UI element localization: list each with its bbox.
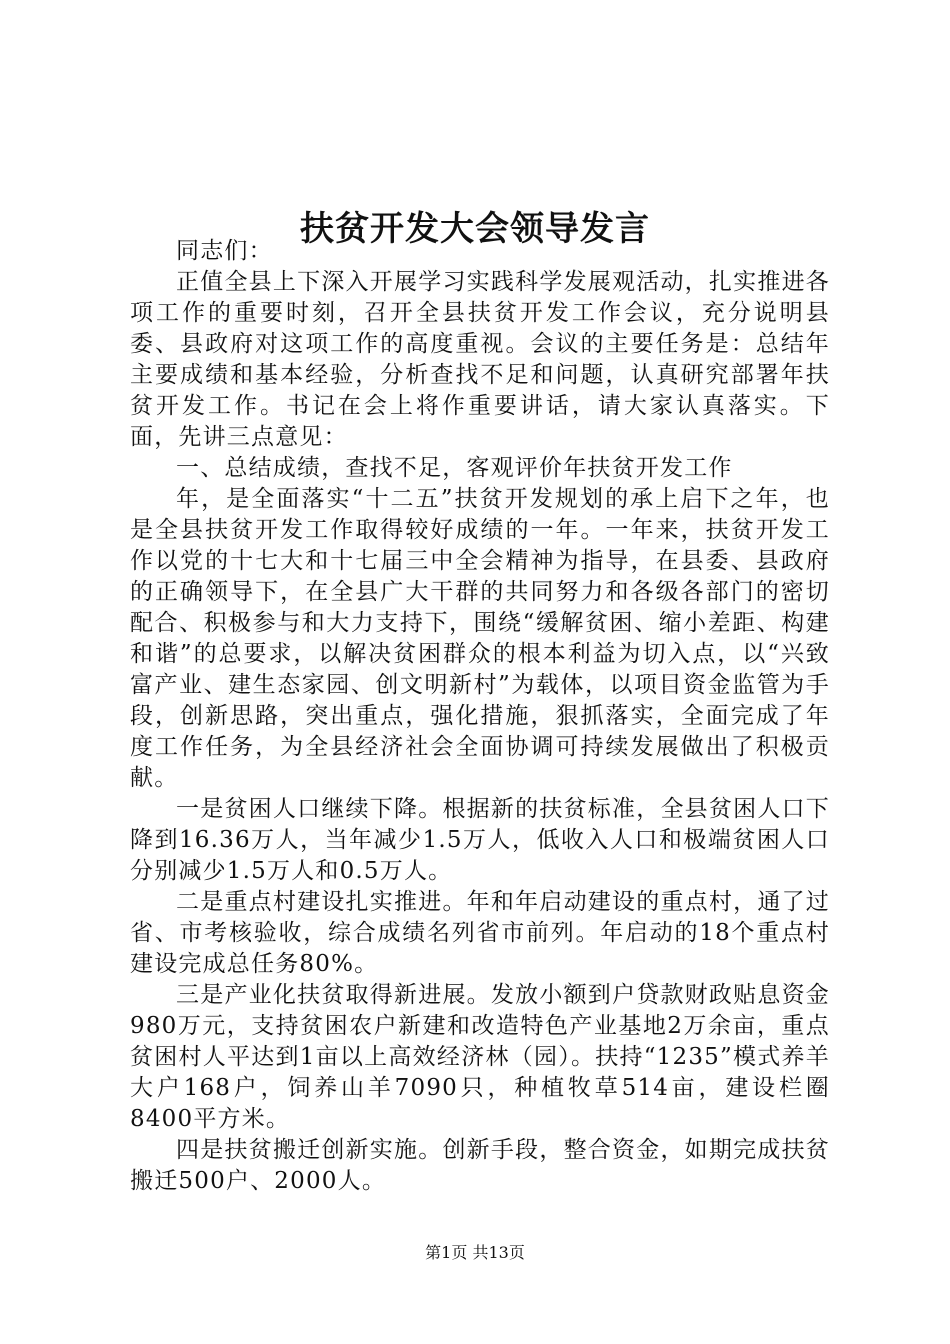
point-one-paragraph: 一是贫困人口继续下降。根据新的扶贫标准，全县贫困人口下降到16.36万人，当年减少1.5万人，低收入人口和极端贫困人口分别减少1.5万人和0.5万人。 bbox=[130, 796, 830, 884]
point-two-paragraph: 二是重点村建设扎实推进。年和年启动建设的重点村，通了过省、市考核验收，综合成绩名列省市前列。年启动的18个重点村建设完成总任务80%。 bbox=[130, 889, 830, 977]
salutation-paragraph: 同志们： bbox=[176, 238, 273, 264]
page-footer bbox=[0, 1242, 950, 1264]
page-number: 第1页 bbox=[425, 1243, 468, 1262]
intro-paragraph: 正值全县上下深入开展学习实践科学发展观活动，扎实推进各项工作的重要时刻，召开全县扶贫开发工作会议，充分说明县委、县政府对这项工作的高度重视。会议的主要任务是：总结年主要成绩和基本经验，分析查找不足和问题，认真研究部署年扶贫开发工作。书记在会上将作重要讲话，请大家认真落实。下面，先讲三点意见： bbox=[130, 269, 830, 450]
summary-paragraph: 年，是全面落实“十二五”扶贫开发规划的承上启下之年，也是全县扶贫开发工作取得较好成绩的一年。一年来，扶贫开发工作以党的十七大和十七届三中全会精神为指导，在县委、县政府的正确领导下，在全县广大干群的共同努力和各级各部门的密切配合、积极参与和大力支持下，围绕“缓解贫困、缩小差距、构建和谐”的总要求，以解决贫困群众的根本利益为切入点，以“兴致富产业、建生态家园、创文明新村”为载体，以项目资金监管为手段，创新思路，突出重点，强化措施，狠抓落实，全面完成了年度工作任务，为全县经济社会全面协调可持续发展做出了积极贡献。 bbox=[130, 486, 830, 791]
point-four-paragraph: 四是扶贫搬迁创新实施。创新手段，整合资金，如期完成扶贫搬迁500户、2000人。 bbox=[130, 1137, 830, 1194]
point-three-paragraph: 三是产业化扶贫取得新进展。发放小额到户贷款财政贴息资金980万元，支持贫困农户新建和改造特色产业基地2万余亩，重点贫困村人平达到1亩以上高效经济林（园）。扶持“1235”模式养羊大户168户，饲养山羊7090只，种植牧草514亩，建设栏圈8400平方米。 bbox=[130, 982, 830, 1132]
section-heading: 一、总结成绩，查找不足，客观评价年扶贫开发工作 bbox=[176, 455, 733, 481]
document-title: 扶贫开发大会领导发言 bbox=[300, 208, 650, 249]
page-total: 共13页 bbox=[472, 1243, 525, 1262]
document-body bbox=[130, 236, 830, 1197]
